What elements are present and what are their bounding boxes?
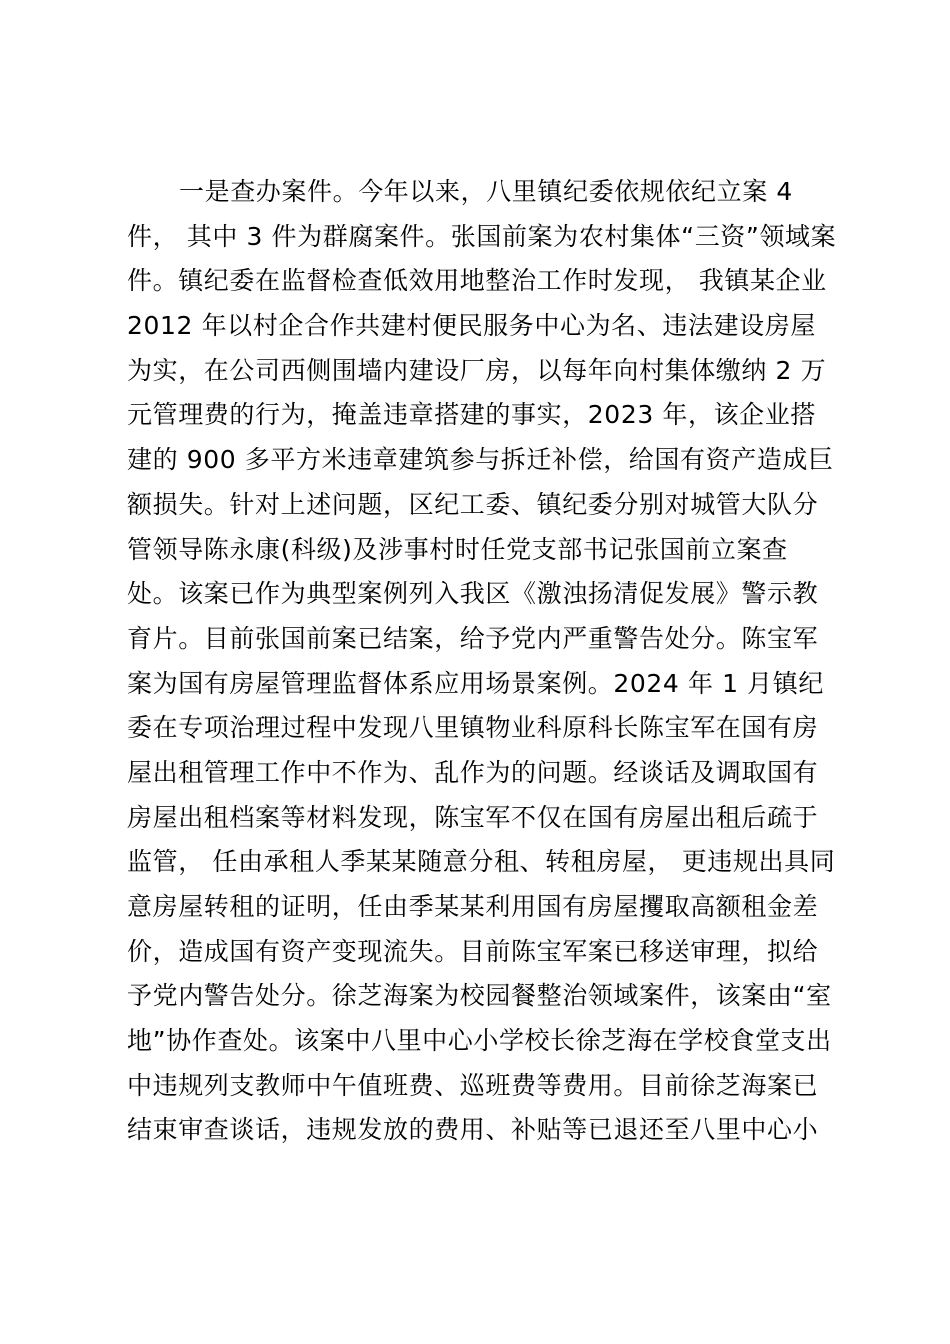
text-line: 案为国有房屋管理监督体系应用场景案例。2024 年 1 月镇纪 bbox=[127, 668, 824, 698]
text-line: 处。该案已作为典型案例列入我区《激浊扬清促发展》警示教 bbox=[127, 579, 819, 609]
text-line: 予党内警告处分。徐芝海案为校园餐整治领域案件，该案由“室 bbox=[127, 981, 832, 1011]
text-line: 中违规列支教师中午值班费、巡班费等费用。目前徐芝海案已 bbox=[127, 1070, 819, 1100]
text-line: 意房屋转租的证明，任由季某某利用国有房屋攫取高额租金差 bbox=[127, 892, 819, 921]
text-line: 元管理费的行为，掩盖违章搭建的事实，2023 年，该企业搭 bbox=[127, 400, 816, 430]
text-line: 额损失。针对上述问题，区纪工委、镇纪委分别对城管大队分 bbox=[127, 489, 819, 519]
text-line: 建的 900 多平方米违章建筑参与拆迁补偿，给国有资产造成巨 bbox=[127, 445, 834, 475]
text-line: 件。镇纪委在监督检查低效用地整治工作时发现， 我镇某企业 bbox=[127, 266, 827, 296]
text-line: 件， 其中 3 件为群腐案件。张国前案为农村集体“三资”领域案 bbox=[127, 221, 837, 251]
text-line: 屋出租管理工作中不作为、乱作为的问题。经谈话及调取国有 bbox=[127, 757, 819, 787]
text-line: 地”协作查处。该案中八里中心小学校长徐芝海在学校食堂支出 bbox=[127, 1026, 832, 1056]
text-line: 结束审查谈话，违规发放的费用、补贴等已退还至八里中心小 bbox=[127, 1115, 819, 1145]
text-line: 一是查办案件。今年以来，八里镇纪委依规依纪立案 4 bbox=[179, 177, 793, 206]
text-line: 2012 年以村企合作共建村便民服务中心为名、违法建设房屋 bbox=[127, 311, 816, 341]
text-line: 为实，在公司西侧围墙内建设厂房，以每年向村集体缴纳 2 万 bbox=[127, 355, 827, 385]
text-line: 育片。目前张国前案已结案，给予党内严重警告处分。陈宝军 bbox=[127, 623, 819, 653]
text-line: 价，造成国有资产变现流失。目前陈宝军案已移送审理，拟给 bbox=[127, 936, 819, 966]
text-line: 管领导陈永康(科级)及涉事村时任党支部书记张国前立案查 bbox=[127, 534, 788, 564]
text-line: 房屋出租档案等材料发现，陈宝军不仅在国有房屋出租后疏于 bbox=[127, 802, 819, 832]
body-paragraph bbox=[127, 170, 837, 1153]
text-line: 委在专项治理过程中发现八里镇物业科原科长陈宝军在国有房 bbox=[127, 713, 819, 743]
text-line: 监管， 任由承租人季某某随意分租、转租房屋， 更违规出具同 bbox=[127, 847, 836, 877]
